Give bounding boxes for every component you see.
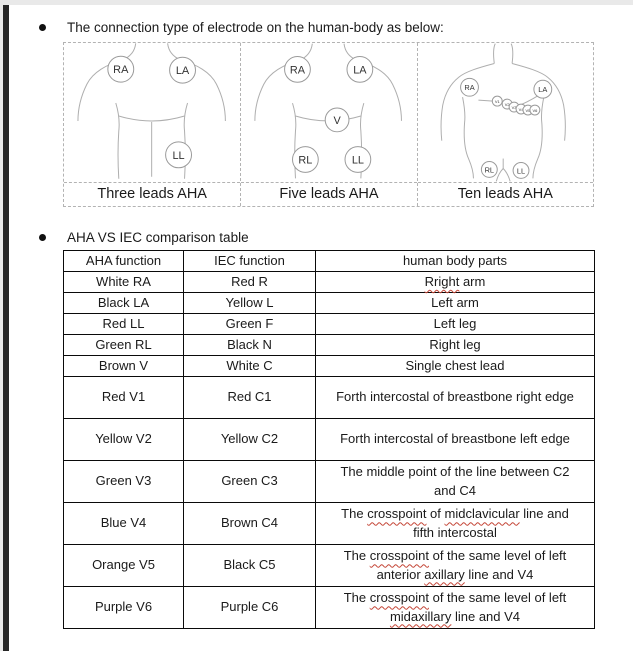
- iec-function-cell: Red R: [184, 272, 316, 293]
- misspelled-text: Rright: [424, 273, 460, 289]
- text-segment: The: [343, 548, 370, 564]
- electrode-ra-label: RA: [113, 64, 129, 77]
- table-row: [64, 461, 595, 503]
- iec-function-cell: White C: [184, 356, 316, 377]
- table-header-row: [64, 251, 595, 272]
- electrode-ll-label: LL: [172, 149, 185, 162]
- torso-three-leads-icon: [64, 43, 240, 182]
- torso-five-leads-icon: [241, 43, 416, 182]
- text-segment: Forth intercostal of breastbone left edge: [340, 431, 570, 447]
- text-segment: line and fifth intercostal: [413, 506, 569, 540]
- iec-function-cell: Yellow C2: [184, 419, 316, 461]
- connection-type-text: The connection type of electrode on the human-body as below:: [67, 20, 444, 35]
- text-segment: of: [426, 506, 445, 522]
- iec-function-cell: Green C3: [184, 461, 316, 503]
- misspelled-text: axillary: [424, 566, 465, 582]
- misspelled-text: midaxillary: [389, 608, 452, 624]
- electrode-ll-label: LL: [352, 154, 365, 167]
- electrode-ra-label: RA: [464, 83, 475, 93]
- electrode-rl-label: RL: [298, 154, 313, 167]
- body-part-cell: [316, 335, 595, 356]
- three-leads-diagram: [64, 43, 240, 182]
- body-part-cell: [316, 314, 595, 335]
- table-row: [64, 356, 595, 377]
- iec-function-cell: Red C1: [184, 377, 316, 419]
- aha-function-cell: Red LL: [64, 314, 184, 335]
- table-row: [64, 419, 595, 461]
- table-row: [64, 503, 595, 545]
- aha-iec-comparison-table: [63, 250, 595, 629]
- misspelled-text: crosspoint: [367, 506, 427, 522]
- text-segment: of the same level of left: [428, 590, 567, 606]
- misspelled-text: midclavicular: [444, 506, 520, 522]
- bullet-icon: [39, 24, 46, 31]
- comparison-table-line: [39, 230, 249, 245]
- body-ten-leads-icon: [418, 43, 593, 182]
- text-segment: Left leg: [433, 315, 477, 331]
- figure-caption: Ten leads AHA: [418, 182, 593, 206]
- table-row: [64, 335, 595, 356]
- iec-function-cell: Yellow L: [184, 293, 316, 314]
- electrode-figure-table: [63, 42, 594, 207]
- aha-function-cell: Orange V5: [64, 545, 184, 587]
- window-top-strip: [0, 0, 633, 5]
- text-segment: line and V4: [451, 608, 521, 624]
- table-row: [64, 272, 595, 293]
- electrode-v1-label: V1: [494, 99, 500, 105]
- connection-type-line: [39, 20, 444, 35]
- text-segment: The: [343, 590, 370, 606]
- electrode-rl-label: RL: [484, 165, 494, 175]
- electrode-v6-label: V6: [532, 108, 537, 114]
- electrode-la-label: LA: [175, 65, 190, 78]
- text-segment: Single chest lead: [405, 357, 505, 373]
- electrode-v2-label: V2: [504, 102, 510, 108]
- bullet-icon: [39, 234, 46, 241]
- comparison-table-body: [64, 272, 595, 629]
- misspelled-text: crosspoint: [369, 548, 429, 564]
- aha-function-cell: White RA: [64, 272, 184, 293]
- comparison-table-heading: AHA VS IEC comparison table: [67, 230, 249, 245]
- electrode-ll-label: LL: [516, 166, 525, 176]
- aha-function-cell: Red V1: [64, 377, 184, 419]
- figure-cell-five-leads: [240, 43, 416, 206]
- aha-function-cell: Black LA: [64, 293, 184, 314]
- header-iec-function: IEC function: [184, 251, 316, 272]
- body-part-cell: [316, 356, 595, 377]
- figure-cell-three-leads: [64, 43, 240, 206]
- text-segment: of the same level of left anterior: [376, 548, 567, 582]
- text-segment: Forth intercostal of breastbone right edge: [336, 389, 574, 405]
- iec-function-cell: Purple C6: [184, 587, 316, 629]
- aha-function-cell: Green RL: [64, 335, 184, 356]
- misspelled-text: crosspoint: [369, 590, 429, 606]
- body-part-cell: [316, 587, 595, 629]
- text-segment: The: [341, 506, 368, 522]
- header-body-parts: human body parts: [316, 251, 595, 272]
- text-segment: line and V4: [464, 566, 534, 582]
- aha-function-cell: Yellow V2: [64, 419, 184, 461]
- left-edge-bar: [3, 5, 9, 651]
- text-segment: Right leg: [429, 336, 481, 352]
- electrode-v-label: V: [333, 114, 342, 127]
- electrode-v3-label: V3: [511, 105, 517, 111]
- electrode-la-label: LA: [353, 64, 367, 77]
- electrode-la-label: LA: [537, 85, 547, 95]
- body-part-cell: [316, 272, 595, 293]
- table-row: [64, 545, 595, 587]
- ten-leads-diagram: [418, 43, 593, 182]
- electrode-v4-label: V4: [518, 107, 524, 113]
- iec-function-cell: Brown C4: [184, 503, 316, 545]
- body-part-cell: [316, 503, 595, 545]
- iec-function-cell: Black C5: [184, 545, 316, 587]
- table-row: [64, 314, 595, 335]
- aha-function-cell: Brown V: [64, 356, 184, 377]
- text-segment: arm: [459, 273, 486, 289]
- electrode-ra-label: RA: [290, 64, 306, 77]
- body-part-cell: [316, 545, 595, 587]
- body-part-cell: [316, 461, 595, 503]
- text-segment: The middle point of the line between C2 and C4: [340, 464, 570, 498]
- aha-function-cell: Blue V4: [64, 503, 184, 545]
- figure-caption: Three leads AHA: [64, 182, 240, 206]
- table-row: [64, 293, 595, 314]
- five-leads-diagram: [241, 43, 416, 182]
- table-row: [64, 587, 595, 629]
- iec-function-cell: Green F: [184, 314, 316, 335]
- text-segment: Left arm: [431, 294, 479, 310]
- figure-caption: Five leads AHA: [241, 182, 416, 206]
- electrode-v5-label: V5: [525, 108, 531, 114]
- body-part-cell: [316, 293, 595, 314]
- figure-cell-ten-leads: [417, 43, 593, 206]
- table-row: [64, 377, 595, 419]
- body-part-cell: [316, 377, 595, 419]
- header-aha-function: AHA function: [64, 251, 184, 272]
- body-part-cell: [316, 419, 595, 461]
- aha-function-cell: Purple V6: [64, 587, 184, 629]
- aha-function-cell: Green V3: [64, 461, 184, 503]
- iec-function-cell: Black N: [184, 335, 316, 356]
